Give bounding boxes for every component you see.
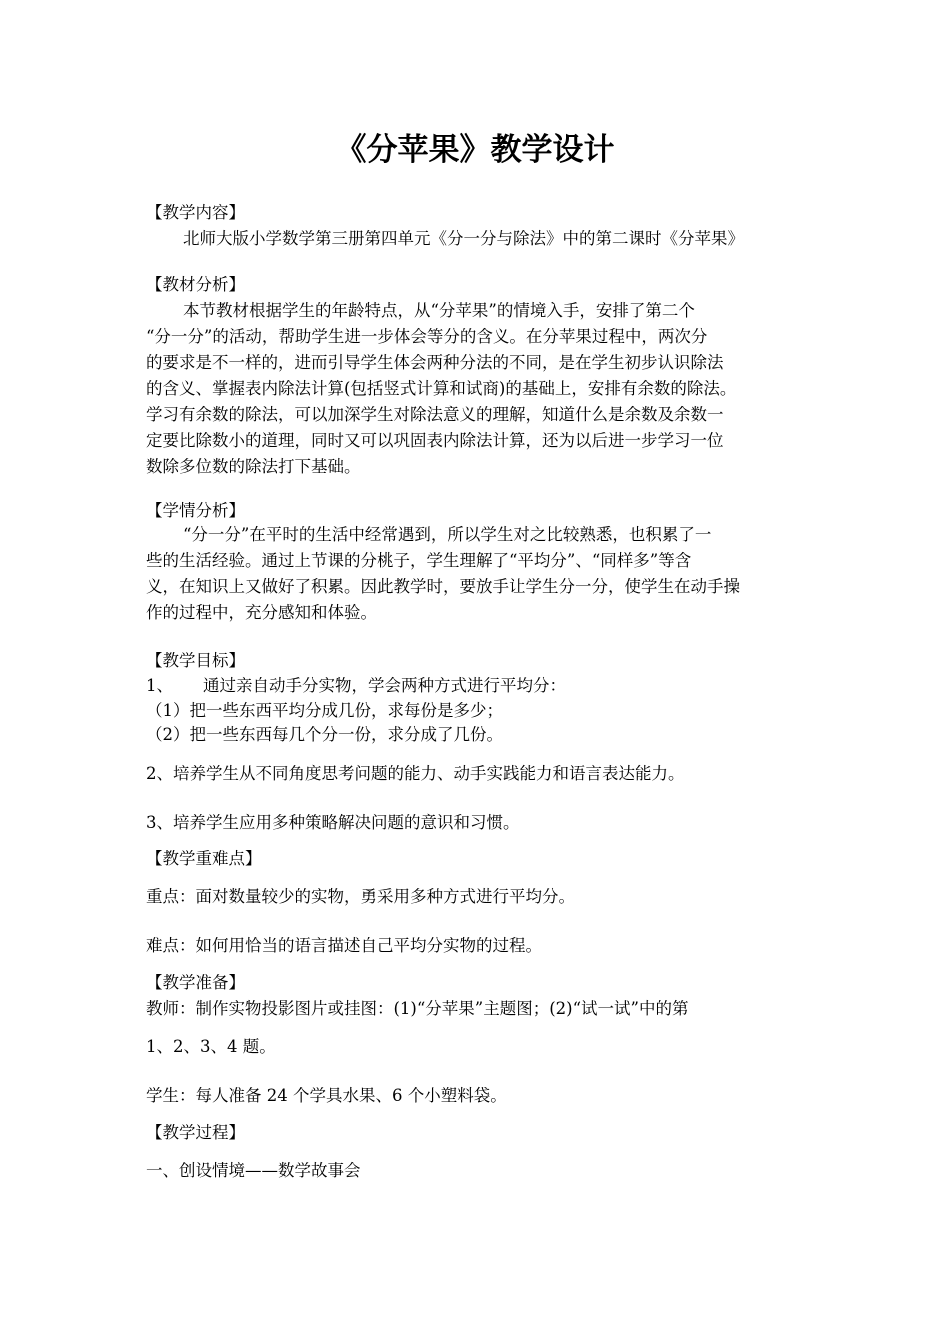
content-text: 北师大版小学数学第三册第四单元《分一分与除法》中的第二课时《分苹果》 bbox=[183, 229, 744, 248]
goal-2: 2、培养学生从不同角度思考问题的能力、动手实践能力和语言表达能力。 bbox=[146, 764, 685, 783]
page-title: 《分苹果》教学设计 bbox=[335, 132, 615, 168]
section-heading-key: 【教学重难点】 bbox=[146, 849, 262, 868]
analysis-line: 数除多位数的除法打下基础。 bbox=[146, 457, 361, 476]
prep-teacher-line: 1、2、3、4 题。 bbox=[146, 1037, 276, 1056]
section-heading-goals: 【教学目标】 bbox=[146, 651, 245, 670]
goal-1 bbox=[146, 673, 566, 699]
analysis-line: “分一分”的活动，帮助学生进一步体会等分的含义。在分苹果过程中，两次分 bbox=[146, 327, 708, 346]
goal-1-number: 1、 bbox=[146, 676, 173, 695]
section-heading-prep: 【教学准备】 bbox=[146, 973, 245, 992]
prep-student: 学生：每人准备 24 个学具水果、6 个小塑料袋。 bbox=[146, 1086, 507, 1105]
prep-teacher-line: 教师：制作实物投影图片或挂图：(1)“分苹果”主题图；(2)“试一试”中的第 bbox=[146, 999, 689, 1018]
goal-1-a: （1）把一些东西平均分成几份，求每份是多少； bbox=[146, 701, 503, 720]
section-heading-process: 【教学过程】 bbox=[146, 1123, 245, 1142]
section-heading-analysis: 【教材分析】 bbox=[146, 275, 245, 294]
goal-3: 3、培养学生应用多种策略解决问题的意识和习惯。 bbox=[146, 813, 520, 832]
section-heading-content: 【教学内容】 bbox=[146, 203, 245, 222]
student-line: “分一分”在平时的生活中经常遇到，所以学生对之比较熟悉，也积累了一 bbox=[183, 525, 712, 544]
analysis-line: 学习有余数的除法，可以加深学生对除法意义的理解，知道什么是余数及余数一 bbox=[146, 405, 724, 424]
key-point: 重点：面对数量较少的实物，勇采用多种方式进行平均分。 bbox=[146, 887, 575, 906]
analysis-line: 的含义、掌握表内除法计算(包括竖式计算和试商)的基础上，安排有余数的除法。 bbox=[146, 379, 737, 398]
student-line: 些的生活经验。通过上节课的分桃子，学生理解了“平均分”、“同样多”等含 bbox=[146, 551, 692, 570]
analysis-line: 本节教材根据学生的年龄特点，从“分苹果”的情境入手，安排了第二个 bbox=[183, 301, 695, 320]
hard-point: 难点：如何用恰当的语言描述自己平均分实物的过程。 bbox=[146, 936, 542, 955]
student-line: 义，在知识上又做好了积累。因此教学时，要放手让学生分一分，使学生在动手操 bbox=[146, 577, 740, 596]
process-step-1: 一、创设情境——数学故事会 bbox=[146, 1161, 361, 1180]
student-line: 作的过程中，充分感知和体验。 bbox=[146, 603, 377, 622]
analysis-line: 定要比除数小的道理，同时又可以巩固表内除法计算，还为以后进一步学习一位 bbox=[146, 431, 724, 450]
section-heading-student: 【学情分析】 bbox=[146, 501, 245, 520]
goal-1-b: （2）把一些东西每几个分一份，求分成了几份。 bbox=[146, 725, 503, 744]
analysis-line: 的要求是不一样的，进而引导学生体会两种分法的不同，是在学生初步认识除法 bbox=[146, 353, 724, 372]
goal-1-text: 通过亲自动手分实物，学会两种方式进行平均分： bbox=[203, 676, 566, 695]
